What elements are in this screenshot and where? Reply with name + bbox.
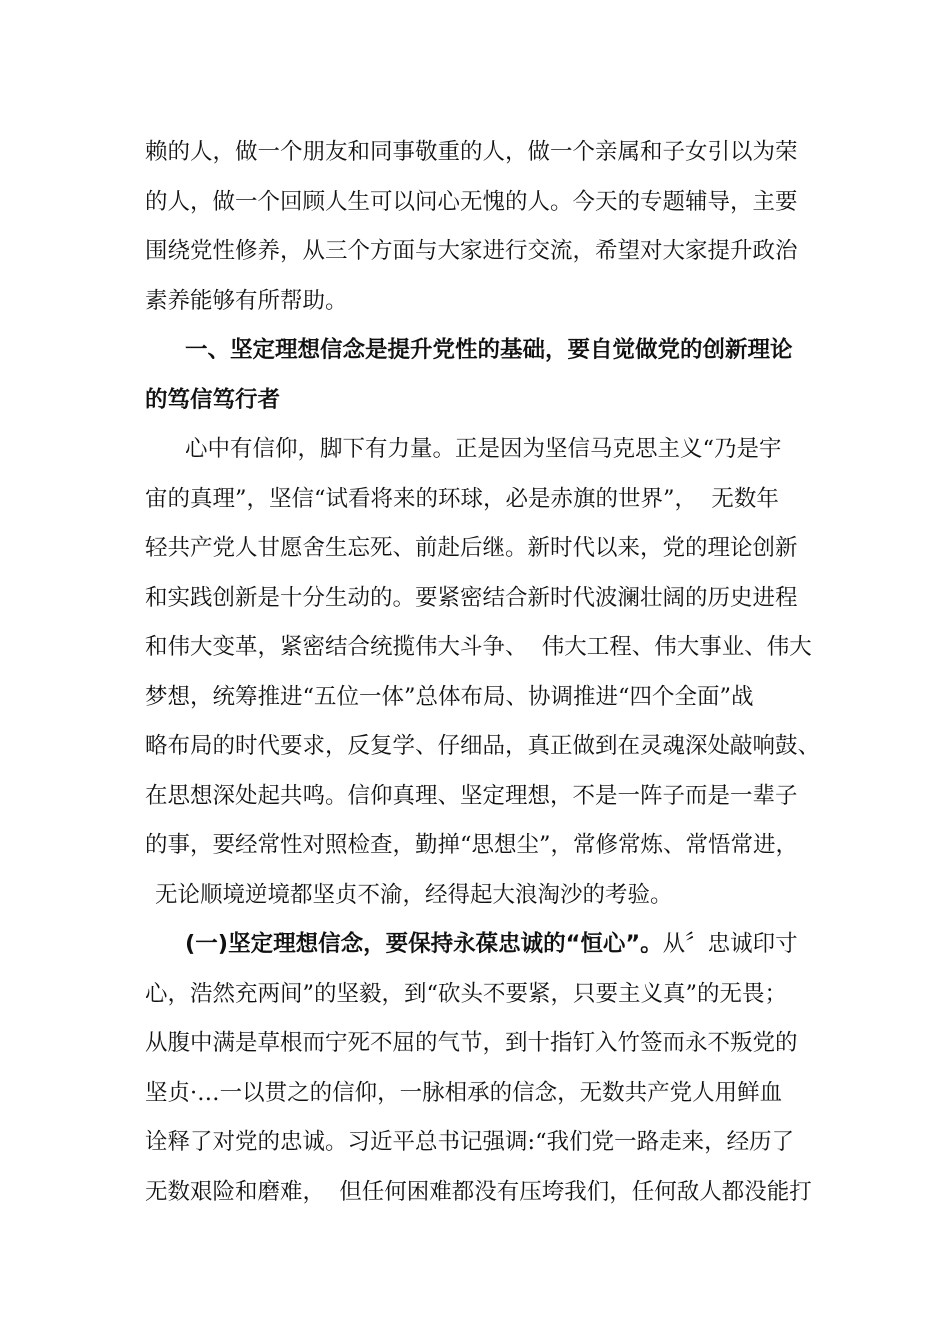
subsection-line xyxy=(145,920,815,970)
paragraph-line: 略布局的时代要求，反复学、仔细品，真正做到在灵魂深处敲响鼓、 xyxy=(145,733,821,759)
paragraph-line: 的事，要经常性对照检查，勤掸“思想尘”，常修常炼、常悟常进， xyxy=(145,832,799,858)
subsection-text: 从〞忠诚印寸 xyxy=(662,931,798,957)
paragraph-line: 心，浩然充两间”的坚毅，到“砍头不要紧，只要主义真”的无畏； xyxy=(145,980,788,1007)
paragraph-line: 素养能够有所帮助。 xyxy=(145,287,348,314)
paragraph-line: 从腹中满是草根而宁死不屈的气节，到十指钉入竹签而永不叛党的 xyxy=(145,1030,798,1056)
paragraph-line: 在思想深处起共鸣。信仰真理、坚定理想，不是一阵子而是一辈子 xyxy=(145,782,798,809)
paragraph-line: 围绕党性修养，从三个方面与大家进行交流，希望对大家提升政治 xyxy=(145,238,798,264)
paragraph-line: 梦想，统筹推进“五位一体”总体布局、协调推进“四个全面”战 xyxy=(145,683,754,710)
paragraph-line: 和伟大变革，紧密结合统揽伟大斗争、 伟大工程、伟大事业、伟大 xyxy=(145,634,812,660)
paragraph-line: 心中有信仰，脚下有力量。正是因为坚信马克思主义“乃是宇 xyxy=(185,436,782,462)
paragraph-line: 诠释了对党的忠诚。习近平总书记强调:“我们党一路走来，经历了 xyxy=(145,1129,795,1155)
section-heading-cont: 的笃信笃行者 xyxy=(145,386,281,413)
paragraph-line: 无论顺境逆境都坚贞不渝，经得起大浪淘沙的考验。 xyxy=(155,881,673,908)
section-heading: 一、坚定理想信念是提升党性的基础，要自觉做党的创新理论 xyxy=(185,337,793,363)
document-body xyxy=(145,128,821,1217)
paragraph-line: 和实践创新是十分生动的。要紧密结合新时代波澜壮阔的历史进程 xyxy=(145,584,798,611)
paragraph-line: 的人，做一个回顾人生可以问心无愧的人。今天的专题辅导，主要 xyxy=(145,188,798,215)
subsection-heading: (一)坚定理想信念，要保持永葆忠诚的“恒心”。 xyxy=(185,931,663,957)
paragraph-line: 轻共产党人甘愿舍生忘死、前赴后继。新时代以来，党的理论创新 xyxy=(145,535,798,561)
paragraph-line: 坚贞·…一以贯之的信仰，一脉相承的信念，无数共产党人用鲜血 xyxy=(145,1079,783,1106)
paragraph-line: 无数艰险和磨难， 但任何困难都没有压垮我们，任何敌人都没能打 xyxy=(145,1178,812,1205)
paragraph-line: 赖的人，做一个朋友和同事敬重的人，做一个亲属和子女引以为荣 xyxy=(145,139,798,165)
paragraph-line: 宙的真理”，坚信“试看将来的环球，必是赤旗的世界”， 无数年 xyxy=(145,485,779,512)
